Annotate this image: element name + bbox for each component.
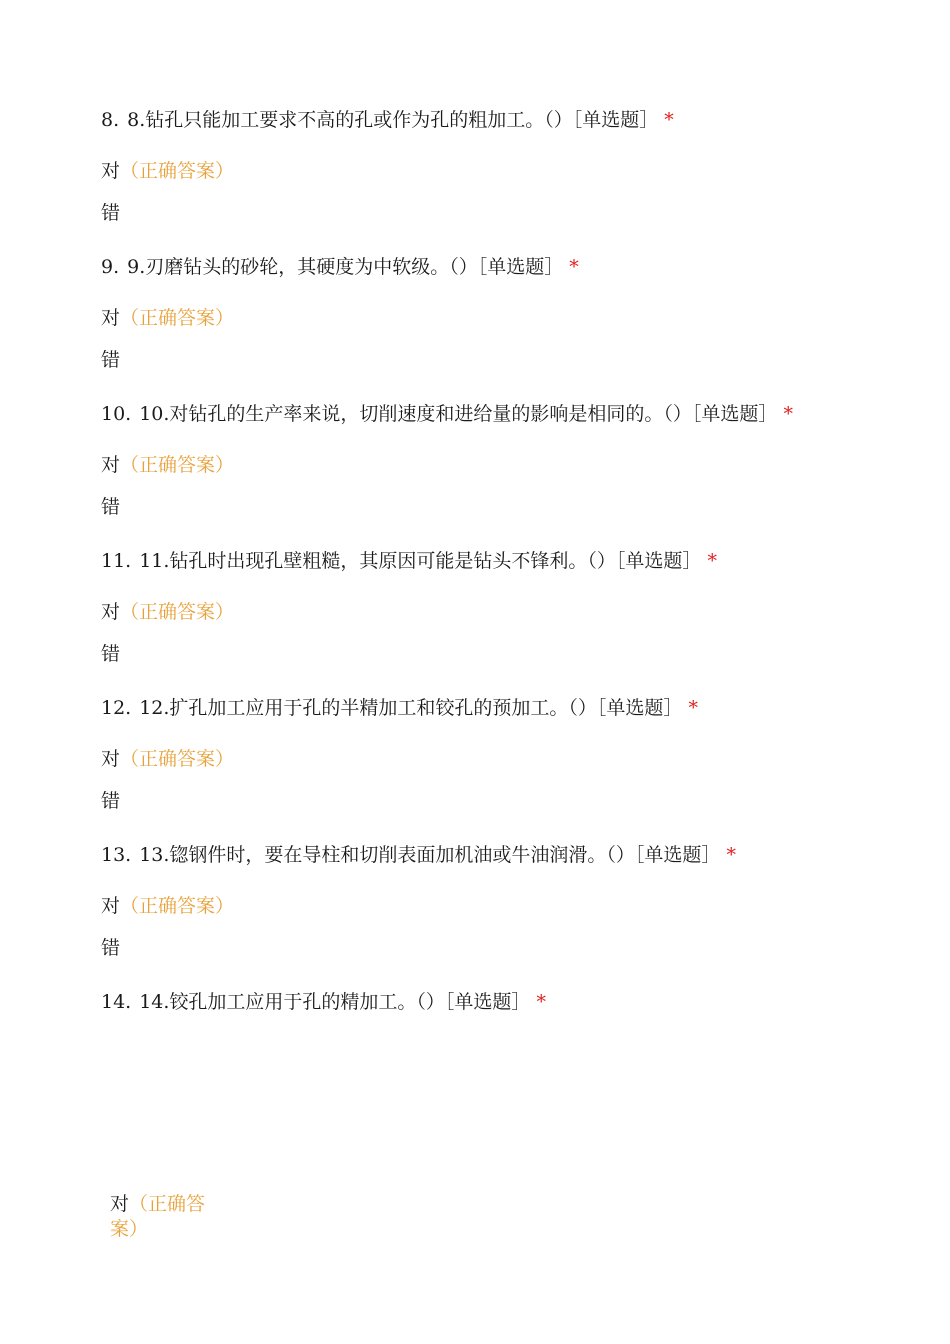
question-number: 9. [101, 256, 120, 278]
required-mark: * [569, 256, 579, 278]
option-label: 对 [101, 748, 121, 770]
question-number: 12. [101, 697, 132, 719]
option-label: 错 [101, 790, 121, 812]
required-mark: * [664, 109, 674, 131]
option-label: 错 [101, 349, 121, 371]
option-wrong[interactable] [101, 201, 120, 225]
question-text: 10.对钻孔的生产率来说，切削速度和进给量的影响是相同的。（）［单选题］ [139, 403, 778, 425]
option-wrong[interactable] [101, 495, 120, 519]
question-number: 14. [101, 991, 132, 1013]
option-correct[interactable] [101, 747, 234, 771]
option-correct[interactable] [101, 600, 234, 624]
question-8 [101, 108, 674, 132]
question-text: 11.钻孔时出现孔壁粗糙，其原因可能是钻头不锋利。（）［单选题］ [139, 550, 702, 572]
option-label: 对 [101, 895, 121, 917]
option-label: 对 [101, 601, 121, 623]
question-11 [101, 549, 717, 573]
correct-answer-mark: （正确答案） [120, 160, 235, 182]
correct-answer-mark: （正确答案） [120, 454, 235, 476]
question-text: 12.扩孔加工应用于孔的半精加工和铰孔的预加工。（）［单选题］ [139, 697, 683, 719]
option-correct[interactable] [101, 894, 234, 918]
option-label: 错 [101, 937, 121, 959]
correct-answer-mark: （正确答案） [120, 748, 235, 770]
question-text: 8.钻孔只能加工要求不高的孔或作为孔的粗加工。（）［单选题］ [127, 109, 659, 131]
option-correct[interactable] [101, 159, 234, 183]
question-number: 13. [101, 844, 132, 866]
question-10 [101, 402, 793, 426]
option-label: 对 [101, 454, 121, 476]
required-mark: * [688, 697, 698, 719]
option-label: 错 [101, 496, 121, 518]
question-number: 8. [101, 109, 120, 131]
option-label: 对 [101, 307, 121, 329]
question-13 [101, 843, 736, 867]
option-wrong[interactable] [101, 642, 120, 666]
option-label: 对 [101, 160, 121, 182]
question-12 [101, 696, 698, 720]
question-number: 10. [101, 403, 132, 425]
required-mark: * [726, 844, 736, 866]
option-correct[interactable] [110, 1192, 220, 1242]
correct-answer-mark: （正确答案） [120, 307, 235, 329]
correct-answer-mark: （正确答案） [110, 1193, 206, 1240]
question-number: 11. [101, 550, 132, 572]
option-label: 对 [110, 1193, 130, 1215]
question-text: 9.刃磨钻头的砂轮，其硬度为中软级。（）［单选题］ [127, 256, 564, 278]
option-correct[interactable] [101, 306, 234, 330]
correct-answer-mark: （正确答案） [120, 601, 235, 623]
option-label: 错 [101, 202, 121, 224]
option-label: 错 [101, 643, 121, 665]
question-9 [101, 255, 579, 279]
required-mark: * [536, 991, 546, 1013]
question-text: 13.锪钢件时，要在导柱和切削表面加机油或牛油润滑。（）［单选题］ [139, 844, 721, 866]
required-mark: * [783, 403, 793, 425]
question-text: 14.铰孔加工应用于孔的精加工。（）［单选题］ [139, 991, 531, 1013]
option-wrong[interactable] [101, 936, 120, 960]
question-14 [101, 990, 546, 1014]
required-mark: * [707, 550, 717, 572]
option-correct[interactable] [101, 453, 234, 477]
option-wrong[interactable] [101, 789, 120, 813]
option-wrong[interactable] [101, 348, 120, 372]
correct-answer-mark: （正确答案） [120, 895, 235, 917]
